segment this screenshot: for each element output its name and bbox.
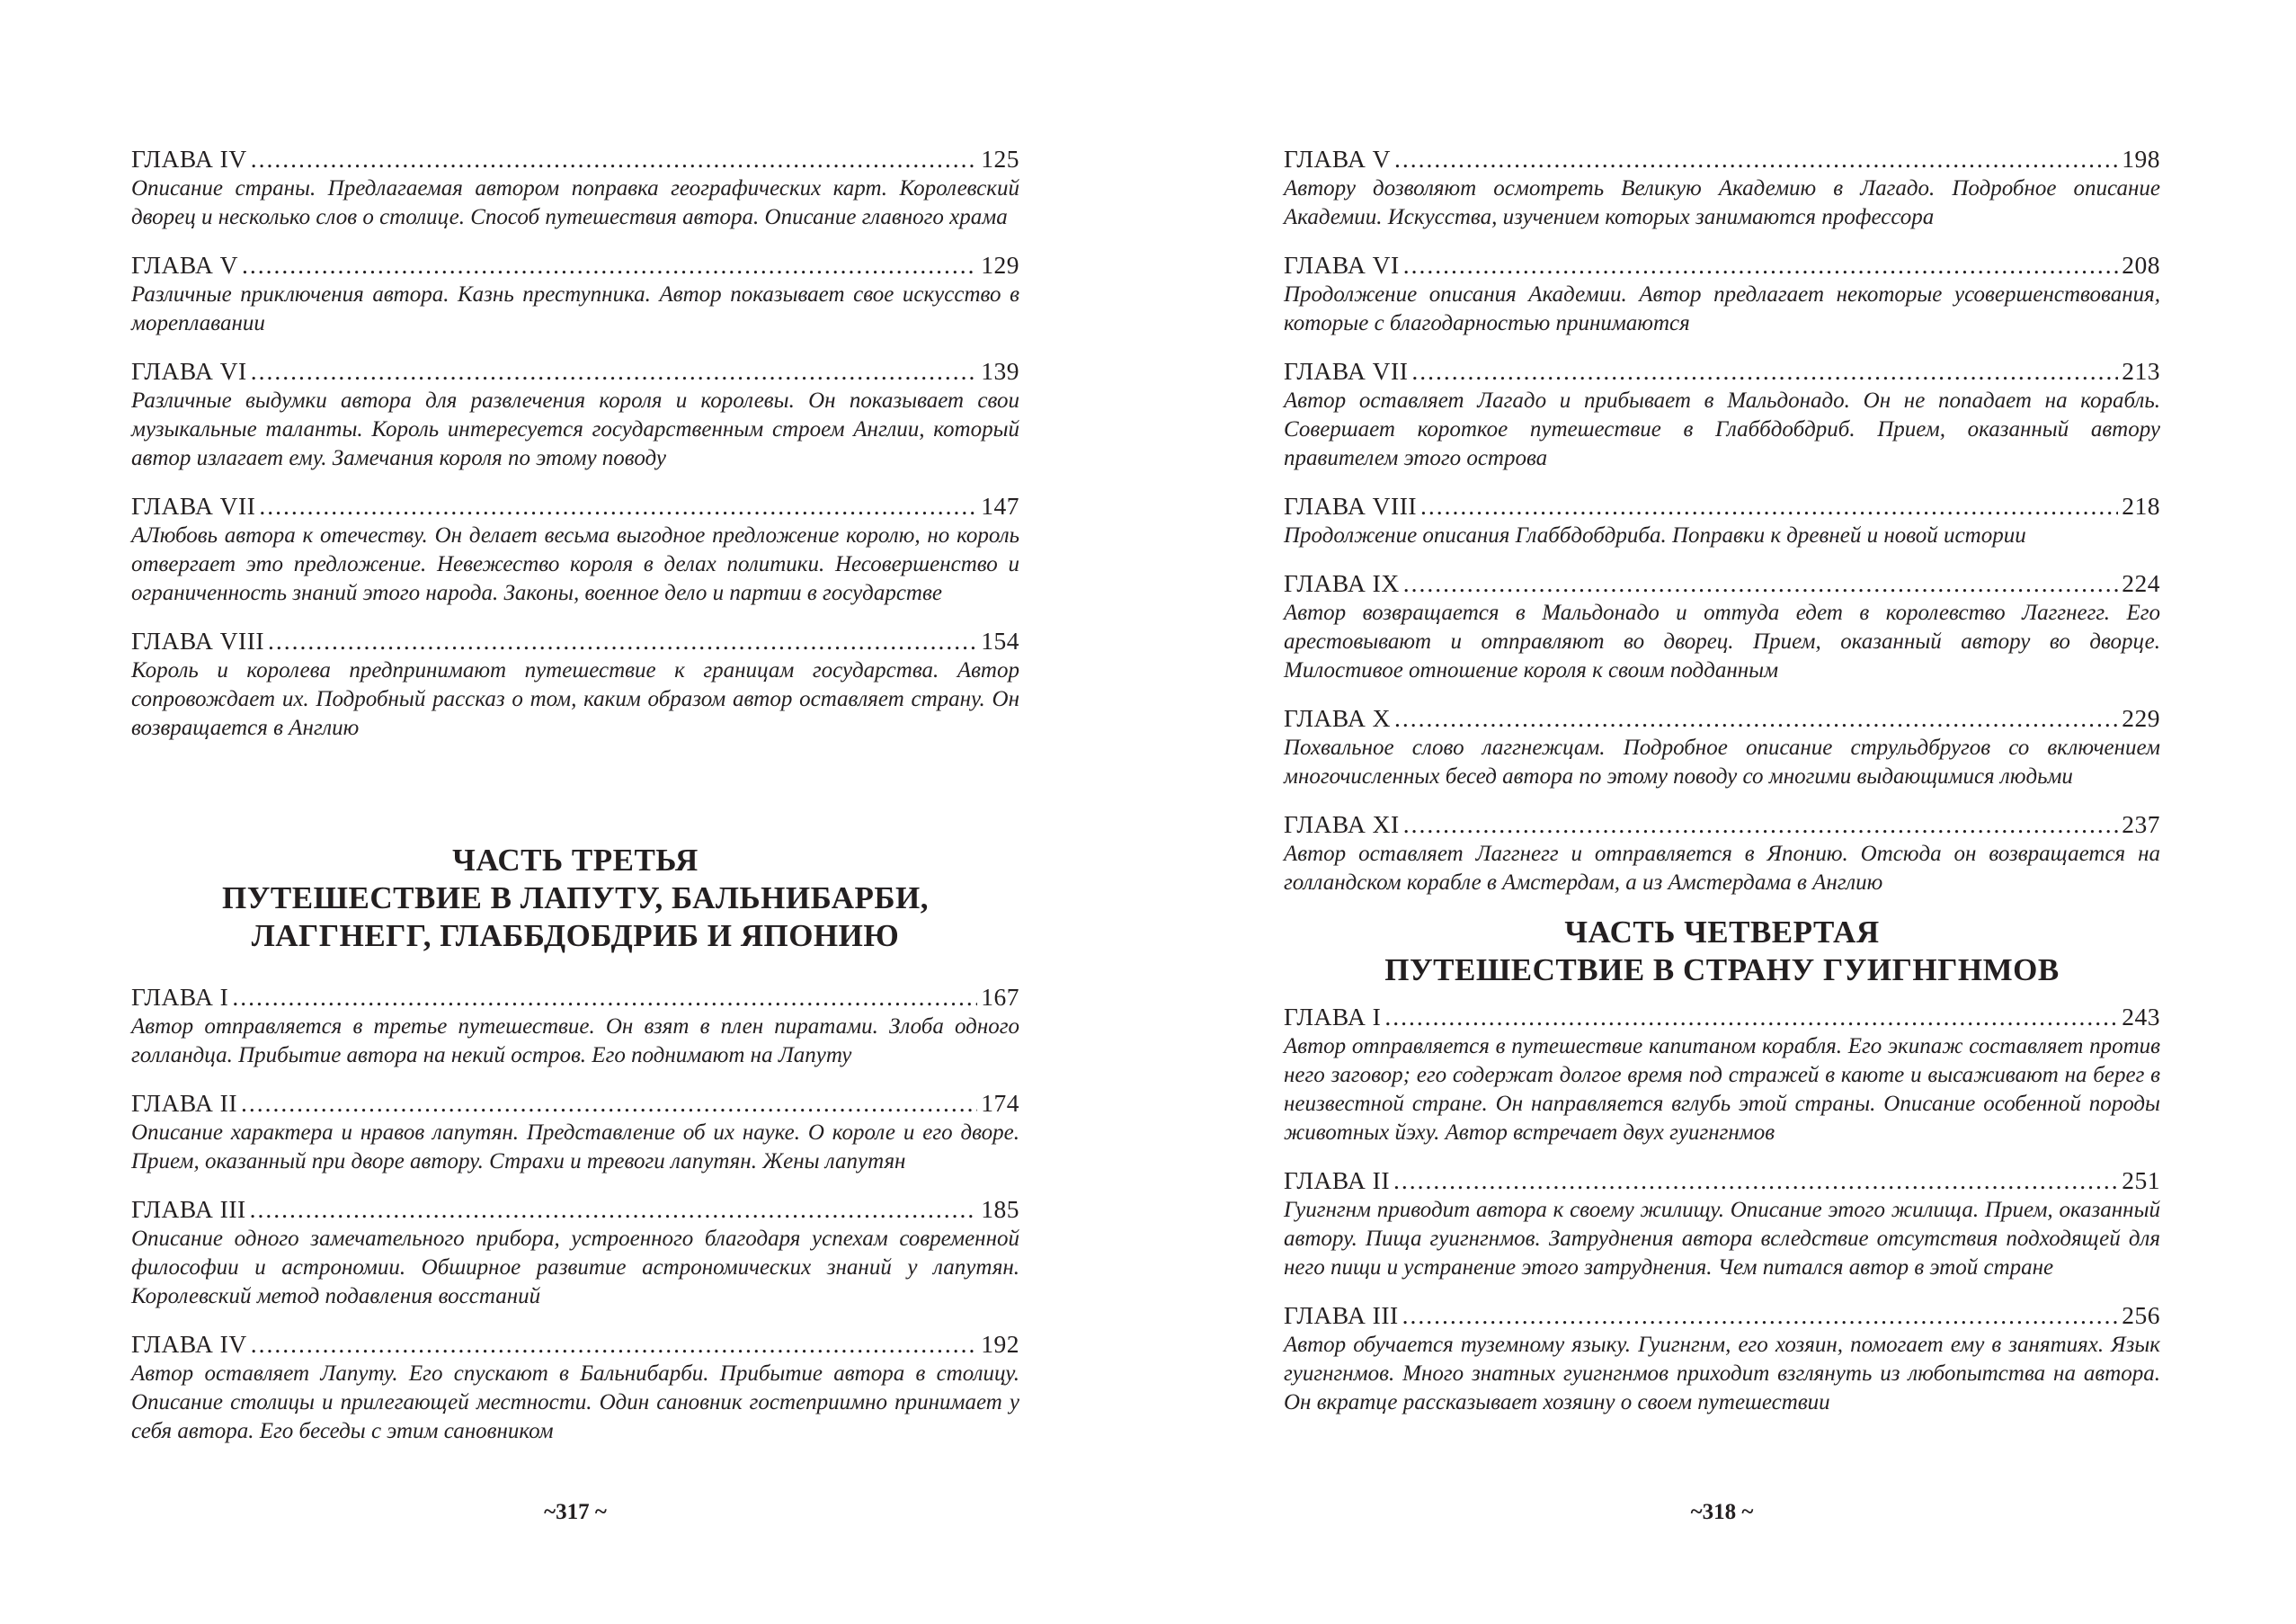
- chapter-label: ГЛАВА II: [1284, 1166, 1391, 1194]
- toc-group-left-top: [131, 144, 1019, 761]
- chapter-label: ГЛАВА III: [131, 1195, 246, 1223]
- chapter-label: ГЛАВА IV: [131, 1330, 247, 1358]
- leader-dots: [250, 1194, 978, 1225]
- chapter-page-number: 251: [2122, 1166, 2160, 1194]
- leader-dots: [251, 356, 978, 387]
- chapter-page-number: 167: [981, 983, 1019, 1011]
- toc-entry: [131, 1329, 1019, 1446]
- leader-dots: [251, 144, 978, 174]
- chapter-page-number: 174: [981, 1089, 1019, 1117]
- leader-dots: [1411, 356, 2118, 387]
- chapter-summary: АЛюбовь автора к отечеству. Он делает весьма выгодное предложение королю, но король отвергает это предложение. Невежество короля в делах политики. Несовершенство и ограниченность знаний этого народа. Законы, военное дело и партии в государстве: [131, 523, 1019, 605]
- chapter-summary: Продолжение описания Глаббдобдриба. Поправки к древней и новой истории: [1284, 523, 2026, 548]
- leader-dots: [268, 626, 977, 656]
- chapter-summary: Описание характера и нравов лапутян. Представление об их науке. О короле и его дворе. Прием, оказанный при дворе автору. Страхи и тревоги лапутян. Жены лапутян: [131, 1120, 1019, 1173]
- leader-dots: [1402, 1300, 2119, 1331]
- chapter-summary: Автор возвращается в Мальдонадо и оттуда едет в королевство Лаггнегг. Его арестовывают и отправляют во дворец. Прием, оказанный автору во дворце. Милостивое отношение короля к своим подданным: [1284, 601, 2160, 683]
- chapter-page-number: 192: [981, 1330, 1019, 1358]
- leader-dots: [259, 491, 977, 522]
- toc-entry: [131, 1194, 1019, 1311]
- toc-entry: [131, 982, 1019, 1070]
- chapter-page-number: 185: [981, 1195, 1019, 1223]
- leader-dots: [1403, 809, 2119, 840]
- chapter-summary: Автор оставляет Лаггнегг и отправляется в Японию. Отсюда он возвращается на голландском корабле в Амстердам, а из Амстердама в Англию: [1284, 842, 2160, 895]
- chapter-page-number: 154: [981, 627, 1019, 655]
- leader-dots: [232, 982, 977, 1013]
- chapter-page-number: 129: [981, 251, 1019, 279]
- chapter-summary: Король и королева предпринимают путешествие к границам государства. Автор сопровождает их. Подробный рассказ о том, каким образом автор оставляет страну. Он возвращается в Англию: [131, 658, 1019, 740]
- toc-entry: [1284, 809, 2160, 897]
- leader-dots: [242, 250, 977, 281]
- toc-entry: [1284, 1002, 2160, 1147]
- right-page: [1284, 0, 2160, 1624]
- toc-group-right-bottom: [1284, 1002, 2160, 1435]
- toc-entry: [1284, 703, 2160, 791]
- page-number: ~318 ~: [1690, 1500, 1754, 1524]
- toc-entry: [1284, 356, 2160, 473]
- toc-entry: [131, 356, 1019, 473]
- toc-entry: [1284, 144, 2160, 232]
- leader-dots: [1403, 250, 2119, 281]
- chapter-page-number: 224: [2122, 569, 2160, 597]
- chapter-summary: Автор отправляется в третье путешествие. Он взят в плен пиратами. Злоба одного голландца. Прибытие автора на некий остров. Его поднимают на Лапуту: [131, 1014, 1019, 1067]
- toc-group-left-bottom: [131, 982, 1019, 1464]
- leader-dots: [1420, 491, 2118, 522]
- chapter-summary: Автор отправляется в путешествие капитаном корабля. Его экипаж составляет против него заговор; его содержат долгое время под стражей в каюте и высаживают на берег в неизвестной стране. Он направляется вглубь этой страны. Описание особенной породы животных йэху. Автор встречает двух гуигнгнмов: [1284, 1034, 2160, 1145]
- chapter-label: ГЛАВА VII: [131, 492, 256, 520]
- chapter-page-number: 237: [2122, 810, 2160, 838]
- chapter-page-number: 243: [2122, 1003, 2160, 1031]
- toc-group-right-top: [1284, 144, 2160, 915]
- page-number: ~317 ~: [544, 1500, 607, 1524]
- chapter-label: ГЛАВА III: [1284, 1301, 1399, 1329]
- part-title: ЧАСТЬ ЧЕТВЕРТАЯ: [1564, 915, 1880, 950]
- chapter-label: ГЛАВА XI: [1284, 810, 1400, 838]
- leader-dots: [1394, 144, 2118, 174]
- chapter-label: ГЛАВА I: [1284, 1003, 1382, 1031]
- leader-dots: [241, 1088, 977, 1119]
- chapter-label: ГЛАВА X: [1284, 704, 1392, 732]
- chapter-label: ГЛАВА II: [131, 1089, 238, 1117]
- chapter-summary: Автор оставляет Лапуту. Его спускают в Бальнибарби. Прибытие автора в столицу. Описание столицы и прилегающей местности. Один сановник гостеприимно принимает у себя автора. Его беседы с этим сановником: [131, 1361, 1019, 1443]
- leader-dots: [1394, 703, 2118, 734]
- chapter-summary: Различные приключения автора. Казнь преступника. Автор показывает свое искусство в мореплавании: [131, 282, 1019, 335]
- toc-entry: [1284, 250, 2160, 338]
- chapter-summary: Автор обучается туземному языку. Гуигнгнм, его хозяин, помогает ему в занятиях. Язык гуигнгнмов. Много знатных гуигнгнмов приходит взглянуть из любопытства на автора. Он вкратце рассказывает хозяину о своем путешествии: [1284, 1333, 2160, 1414]
- chapter-label: ГЛАВА VIII: [1284, 492, 1418, 520]
- chapter-label: ГЛАВА V: [131, 251, 239, 279]
- chapter-label: ГЛАВА VII: [1284, 357, 1409, 385]
- toc-entry: [1284, 491, 2160, 550]
- chapter-summary: Продолжение описания Академии. Автор предлагает некоторые усовершенствования, которые с благодарностью принимаются: [1284, 282, 2160, 335]
- chapter-label: ГЛАВА IX: [1284, 569, 1400, 597]
- chapter-page-number: 218: [2122, 492, 2160, 520]
- leader-dots: [1393, 1165, 2118, 1196]
- leader-dots: [251, 1329, 978, 1360]
- chapter-page-number: 229: [2122, 704, 2160, 732]
- chapter-page-number: 147: [981, 492, 1019, 520]
- chapter-summary: Автор оставляет Лагадо и прибывает в Мальдонадо. Он не попадает на корабль. Совершает короткое путешествие в Глаббдобдриб. Прием, оказанный автору правителем этого острова: [1284, 388, 2160, 470]
- chapter-page-number: 198: [2122, 145, 2160, 173]
- chapter-label: ГЛАВА V: [1284, 145, 1392, 173]
- chapter-summary: Различные выдумки автора для развлечения короля и королевы. Он показывает свои музыкальные таланты. Король интересуется государственным строем Англии, который автор излагает ему. Замечания короля по этому поводу: [131, 388, 1019, 470]
- left-page: [131, 0, 1019, 1624]
- part-heading: [1284, 914, 2160, 989]
- chapter-page-number: 208: [2122, 251, 2160, 279]
- leader-dots: [1384, 1002, 2118, 1032]
- leader-dots: [1403, 568, 2119, 599]
- part-subtitle-line: ПУТЕШЕСТВИЕ В СТРАНУ ГУИГНГНМОВ: [1384, 952, 2060, 987]
- toc-entry: [131, 250, 1019, 338]
- toc-entry: [131, 491, 1019, 608]
- toc-entry: [1284, 568, 2160, 685]
- toc-entry: [1284, 1165, 2160, 1282]
- part-title: ЧАСТЬ ТРЕТЬЯ: [452, 843, 699, 878]
- chapter-label: ГЛАВА VI: [131, 357, 247, 385]
- chapter-page-number: 256: [2122, 1301, 2160, 1329]
- chapter-summary: Описание страны. Предлагаемая автором поправка географических карт. Королевский дворец и несколько слов о столице. Способ путешествия автора. Описание главного храма: [131, 176, 1019, 229]
- chapter-label: ГЛАВА VI: [1284, 251, 1400, 279]
- chapter-page-number: 213: [2122, 357, 2160, 385]
- chapter-summary: Гуигнгнм приводит автора к своему жилищу. Описание этого жилища. Прием, оказанный автору. Пища гуигнгнмов. Затруднения автора вследствие отсутствия подходящей для него пищи и устранение этого затруднения. Чем питался автор в этой стране: [1284, 1198, 2160, 1280]
- toc-entry: [131, 144, 1019, 232]
- chapter-summary: Описание одного замечательного прибора, устроенного благодаря успехам современной философии и астрономии. Обширное развитие астрономических знаний у лапутян. Королевский метод подавления восстаний: [131, 1227, 1019, 1308]
- toc-entry: [1284, 1300, 2160, 1417]
- part-subtitle-line: ЛАГГНЕГГ, ГЛАББДОБДРИБ И ЯПОНИЮ: [251, 918, 900, 953]
- toc-entry: [131, 626, 1019, 743]
- chapter-summary: Похвальное слово лаггнежцам. Подробное описание струльдбругов со включением многочисленных бесед автора по этому поводу со многими выдающимися людьми: [1284, 736, 2160, 789]
- chapter-label: ГЛАВА I: [131, 983, 229, 1011]
- toc-entry: [131, 1088, 1019, 1176]
- chapter-label: ГЛАВА IV: [131, 145, 247, 173]
- part-subtitle-line: ПУТЕШЕСТВИЕ В ЛАПУТУ, БАЛЬНИБАРБИ,: [221, 880, 930, 915]
- part-heading: [131, 842, 1019, 955]
- chapter-page-number: 139: [981, 357, 1019, 385]
- chapter-page-number: 125: [981, 145, 1019, 173]
- chapter-summary: Автору дозволяют осмотреть Великую Академию в Лагадо. Подробное описание Академии. Искусства, изучением которых занимаются профессора: [1284, 176, 2160, 229]
- chapter-label: ГЛАВА VIII: [131, 627, 265, 655]
